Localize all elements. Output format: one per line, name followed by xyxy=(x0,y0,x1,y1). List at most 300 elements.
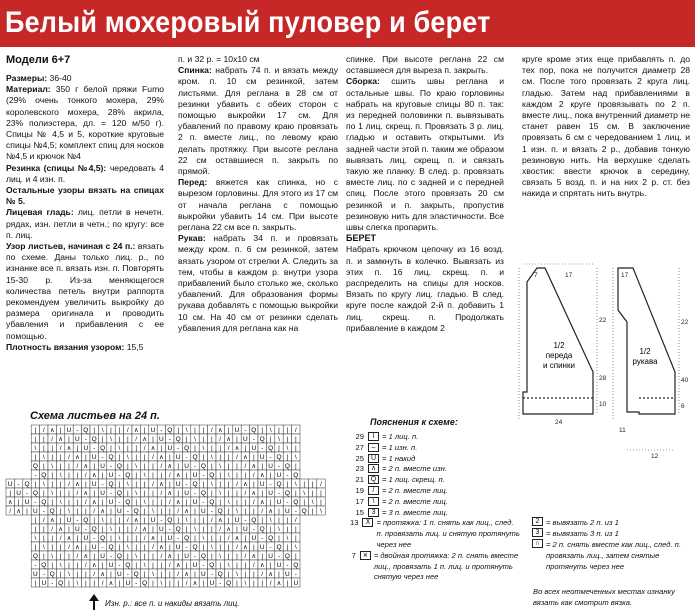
chart-glyph: | xyxy=(152,436,154,443)
chart-glyph: | xyxy=(236,580,238,587)
chart-glyph: | xyxy=(68,499,70,506)
chart-glyph: | xyxy=(51,472,54,479)
chart-glyph: - xyxy=(252,526,255,533)
chart-glyph: | xyxy=(219,499,222,506)
chart-glyph: ∧ xyxy=(91,499,97,506)
chart-glyph: / xyxy=(68,454,70,461)
chart-glyph: - xyxy=(101,544,104,551)
legend-text: = 2 п. снять вместе как лиц., след. п. провязать лиц., затем снятые протянуть через нее xyxy=(546,540,681,571)
chart-glyph: - xyxy=(118,562,121,569)
legend-extra-row xyxy=(532,528,692,539)
chart-glyph: U xyxy=(108,499,114,506)
chart-glyph: Q xyxy=(108,454,114,461)
chart-glyph: | xyxy=(160,508,163,515)
column-1 xyxy=(6,53,164,405)
chart-glyph: U xyxy=(108,472,114,479)
chart-glyph: U xyxy=(125,580,131,587)
chart-glyph: | xyxy=(160,562,163,569)
chart-glyph: Q xyxy=(268,445,274,452)
chart-glyph: \ xyxy=(185,427,188,434)
pattern-diagram xyxy=(515,262,687,462)
chart-glyph: Q xyxy=(133,508,139,515)
chart-glyph: / xyxy=(210,427,213,434)
legend-row xyxy=(350,497,520,508)
chart-glyph: | xyxy=(68,526,70,533)
beret-cont: круге кроме этих еще прибавлять п. до тех пор, пока не получится диаметр 28 см. После того провязать 2 круга лиц. гладью. Затем над прибавлениями в каждом 2 круге провязывать по 2 п. вместе лиц., пока внутренний диаметр не станет равен 15 см. В заключение провязать 6 см с чередованием 1 лиц. и 1 изн. п. и вязать 2 р., добавив тонкую резиновую нить. На верхушке сделать хвостик: ввести крючок в середину, связать 5 возд. п. и на них 2 р. ст. без накида и спрятать нить внутрь. xyxy=(522,54,690,199)
chart-glyph: Q xyxy=(200,490,206,497)
chart-glyph: - xyxy=(269,481,272,488)
legend-symbol: ∩ xyxy=(532,539,543,548)
chart-glyph: U xyxy=(91,481,97,488)
chart-glyph: | xyxy=(51,499,54,506)
chart-glyph: ∧ xyxy=(7,499,13,506)
chart-glyph: - xyxy=(17,481,20,488)
chart-glyph: | xyxy=(34,454,37,461)
chart-glyph: Q xyxy=(167,517,173,524)
chart-glyph: ∧ xyxy=(167,490,173,497)
chart-glyph: | xyxy=(51,535,54,542)
chart-glyph: \ xyxy=(135,490,138,497)
chart-glyph: - xyxy=(42,571,45,578)
chart-glyph: U xyxy=(276,499,282,506)
chart-glyph: \ xyxy=(294,481,297,488)
chart-glyph: ∧ xyxy=(75,481,80,488)
chart-glyph: \ xyxy=(34,535,37,542)
column-4 xyxy=(522,54,690,214)
chart-glyph: ∧ xyxy=(251,490,257,497)
chart-glyph: | xyxy=(76,571,79,578)
chart-glyph: | xyxy=(34,580,37,587)
chart-glyph: | xyxy=(76,499,79,506)
chart-glyph: Q xyxy=(100,535,106,542)
chart-glyph: ∧ xyxy=(91,472,97,479)
chart-glyph: Q xyxy=(284,490,290,497)
chart-glyph: / xyxy=(101,580,104,587)
chart-glyph: Q xyxy=(142,580,148,587)
chart-glyph: | xyxy=(252,580,255,587)
chart-glyph: | xyxy=(84,508,87,515)
chart-glyph: | xyxy=(160,535,163,542)
chart-glyph: | xyxy=(152,553,154,560)
chart-glyph: U xyxy=(100,553,105,560)
chart-glyph: \ xyxy=(278,436,280,443)
chart-glyph: \ xyxy=(236,571,238,578)
chart-glyph: - xyxy=(101,454,104,461)
chart-glyph: - xyxy=(168,526,171,533)
chart-glyph: | xyxy=(84,454,87,461)
chart-glyph: U xyxy=(268,463,273,470)
row-number: 13 xyxy=(350,518,359,528)
chart-glyph: Q xyxy=(217,571,223,578)
chart-glyph: \ xyxy=(194,526,196,533)
chart-glyph: Q xyxy=(268,535,274,542)
chart-glyph: ∧ xyxy=(184,508,189,515)
chart-glyph: - xyxy=(84,436,87,443)
chart-glyph: | xyxy=(219,481,222,488)
chart-glyph: \ xyxy=(286,445,289,452)
chart-glyph: ∧ xyxy=(251,463,257,470)
chart-glyph: \ xyxy=(294,454,297,461)
chart-glyph: / xyxy=(135,436,138,443)
chart-glyph: Q xyxy=(200,463,206,470)
chart-glyph: \ xyxy=(126,544,129,551)
chart-glyph: | xyxy=(278,571,280,578)
chart-glyph: U xyxy=(167,445,173,452)
front-label-2: переда xyxy=(545,351,573,360)
chart-glyph: | xyxy=(194,517,196,524)
column-2 xyxy=(178,54,338,406)
chart-glyph: / xyxy=(177,508,180,515)
legend-text: = 1 накид xyxy=(382,453,416,463)
chart-glyph: | xyxy=(152,499,154,506)
chart-glyph: | xyxy=(286,481,289,488)
chart-glyph: | xyxy=(286,454,289,461)
chart-glyph: | xyxy=(93,463,96,470)
chart-glyph: \ xyxy=(42,544,45,551)
chart-glyph: \ xyxy=(110,436,112,443)
chart-glyph: \ xyxy=(126,481,129,488)
chart-glyph: U xyxy=(243,436,248,443)
chart-glyph: | xyxy=(118,544,121,551)
back: Спинка: набрать 74 п. и вязать между кром. п. 10 см резинкой, затем листьями. Для реглана в 28 см от резинки убавить с обеих сторон с помощью выкройки 17 см. Для убавлений по правому краю провязать 2 п. вместе лиц., по левому краю делать протяжку. При высоте реглана 22 см оставшиеся п. закрыть по прямой. xyxy=(178,65,338,177)
chart-glyph: - xyxy=(34,562,37,569)
chart-glyph: | xyxy=(126,535,129,542)
chart-glyph: / xyxy=(84,472,87,479)
chart-glyph: | xyxy=(210,553,213,560)
chart-glyph: | xyxy=(202,517,205,524)
chart-glyph: - xyxy=(109,490,113,497)
chart-glyph: | xyxy=(294,436,297,443)
chart-glyph: / xyxy=(51,436,54,443)
chart-glyph: | xyxy=(219,445,222,452)
legend-text: = 2 п. вместе лиц. xyxy=(382,485,448,495)
chart-glyph: \ xyxy=(269,517,272,524)
chart-glyph: / xyxy=(126,427,129,434)
legend-symbol: \ xyxy=(368,497,379,506)
chart-glyph: | xyxy=(110,508,112,515)
legend-text: = протяжка: 1 п. снять как лиц., след. п. провязать лиц. и снятую протянуть через нее xyxy=(376,518,520,549)
stockinette: Лицевая гладь: лиц. петли в нечетн. рядах, изн. петли в четн.; по кругу: все п. лиц. xyxy=(6,207,164,240)
dim-17a: 17 xyxy=(565,272,573,279)
chart-glyph: U xyxy=(293,580,299,587)
chart-glyph: ∧ xyxy=(234,535,240,542)
legend-text: = вывязать 3 п. из 1 xyxy=(546,529,619,538)
chart-glyph: | xyxy=(219,472,222,479)
chart-glyph: | xyxy=(76,508,79,515)
chart-glyph: \ xyxy=(135,553,138,560)
chart-glyph: / xyxy=(68,544,70,551)
chart-glyph: \ xyxy=(59,472,62,479)
chart-glyph: / xyxy=(160,553,163,560)
chart-glyph: | xyxy=(286,580,289,587)
chart-glyph: U xyxy=(33,571,38,578)
dim-11: 11 xyxy=(619,427,626,434)
chart-glyph: | xyxy=(210,535,213,542)
chart-glyph: \ xyxy=(51,553,54,560)
chart-glyph: ∧ xyxy=(226,526,231,533)
chart-glyph: | xyxy=(152,472,154,479)
models-heading: Модели 6+7 xyxy=(6,54,71,66)
chart-glyph: | xyxy=(194,535,196,542)
chart-glyph: | xyxy=(93,553,96,560)
chart-glyph: Q xyxy=(133,571,139,578)
chart-glyph: | xyxy=(194,571,196,578)
chart-glyph: | xyxy=(311,508,314,515)
chart-glyph: - xyxy=(109,553,113,560)
chart-glyph: | xyxy=(42,445,45,452)
chart-glyph: - xyxy=(118,472,121,479)
chart-glyph: \ xyxy=(110,526,112,533)
chart-glyph: / xyxy=(185,580,188,587)
chart-glyph: / xyxy=(320,481,322,488)
chart-glyph: | xyxy=(219,454,222,461)
legend-extra-row xyxy=(532,539,692,572)
sizes: Размеры: 36-40 xyxy=(6,73,72,83)
dim-17b: 17 xyxy=(621,272,629,279)
chart-glyph: | xyxy=(177,517,180,524)
chart-glyph: / xyxy=(84,499,87,506)
chart-glyph: | xyxy=(177,553,180,560)
legend-row xyxy=(350,508,520,519)
front-label-3: и спинки xyxy=(543,361,575,370)
chart-glyph: U xyxy=(243,526,248,533)
chart-glyph: | xyxy=(227,490,230,497)
chart-glyph: U xyxy=(100,463,105,470)
chart-glyph: ∧ xyxy=(150,445,156,452)
chart-glyph: U xyxy=(66,427,72,434)
chart-glyph: | xyxy=(269,526,272,533)
chart-glyph: | xyxy=(135,481,138,488)
chart-glyph: | xyxy=(185,499,188,506)
chart-glyph: | xyxy=(311,481,314,488)
chart-glyph: Q xyxy=(58,580,64,587)
chart-glyph: | xyxy=(210,526,213,533)
chart-glyph: | xyxy=(110,517,112,524)
chart-glyph: / xyxy=(227,445,230,452)
chart-glyph: | xyxy=(143,490,146,497)
chart-glyph: \ xyxy=(286,535,289,542)
chart-glyph: Q xyxy=(184,535,190,542)
chart-glyph: - xyxy=(126,508,129,515)
chart-glyph: \ xyxy=(185,517,188,524)
chart-glyph: ∧ xyxy=(100,571,105,578)
chart-glyph: U xyxy=(234,427,240,434)
chart-glyph: / xyxy=(42,517,45,524)
chart-glyph: / xyxy=(84,562,87,569)
legend-symbol: ⊼ xyxy=(362,518,373,527)
chart-glyph: | xyxy=(68,463,70,470)
chart-glyph: | xyxy=(244,562,247,569)
chart-glyph: | xyxy=(51,454,54,461)
chart-glyph: Q xyxy=(41,472,47,479)
chart-glyph: ∧ xyxy=(276,580,282,587)
chart-glyph: | xyxy=(202,454,205,461)
legend-text: = 1 лиц. скрещ. п. xyxy=(382,475,445,485)
chart-glyph: \ xyxy=(68,508,70,515)
chart-glyph: U xyxy=(234,517,240,524)
page-title: Белый мохеровый пуловер и берет xyxy=(5,6,491,39)
dim-10a: 10 xyxy=(599,401,607,408)
chart-glyph: Q xyxy=(284,553,290,560)
chart-glyph: | xyxy=(168,454,171,461)
chart-glyph: \ xyxy=(227,472,230,479)
chart-glyph: | xyxy=(34,517,37,524)
chart-glyph: | xyxy=(143,517,146,524)
chart-glyph: Q xyxy=(200,553,206,560)
row-number: 23 xyxy=(355,464,364,474)
chart-glyph: / xyxy=(59,445,62,452)
sleeve-label-1: 1/2 xyxy=(639,347,651,356)
chart-glyph: | xyxy=(118,580,121,587)
chart-glyph: ∧ xyxy=(184,571,189,578)
chart-glyph: | xyxy=(59,571,62,578)
legend-symbol: – xyxy=(368,443,379,452)
chart-glyph: - xyxy=(193,553,197,560)
chart-glyph: - xyxy=(177,445,180,452)
chart-glyph: | xyxy=(278,508,280,515)
chart-glyph: \ xyxy=(303,490,306,497)
chart-glyph: U xyxy=(108,562,114,569)
chart-glyph: U xyxy=(117,571,122,578)
chart-glyph: \ xyxy=(227,562,230,569)
legend-text: = 2 п. вместе лиц. xyxy=(382,496,448,506)
chart-glyph: | xyxy=(126,436,129,443)
chart-glyph: | xyxy=(143,463,146,470)
chart-glyph: | xyxy=(76,472,79,479)
chart-glyph: ∧ xyxy=(133,427,139,434)
chart-glyph: \ xyxy=(210,481,213,488)
chart-glyph: Q xyxy=(32,463,38,470)
dim-28: 28 xyxy=(599,375,607,382)
chart-glyph: | xyxy=(135,562,138,569)
chart-glyph: ∧ xyxy=(217,427,223,434)
chart-glyph: U xyxy=(276,472,282,479)
chart-glyph: - xyxy=(185,454,188,461)
chart-glyph: \ xyxy=(118,535,121,542)
chart-glyph: U xyxy=(192,562,198,569)
rest-note: Остальные узоры вязать на спицах № 5. xyxy=(6,185,164,207)
chart-glyph: | xyxy=(84,571,87,578)
chart-glyph: U xyxy=(41,580,47,587)
chart-glyph: U xyxy=(184,463,189,470)
chart-glyph: Q xyxy=(91,526,97,533)
chart-glyph: Q xyxy=(116,490,122,497)
chart-glyph: | xyxy=(236,553,238,560)
chart-glyph: | xyxy=(227,454,230,461)
chart-glyph: | xyxy=(93,517,96,524)
chart-glyph: ∧ xyxy=(58,526,63,533)
chart-glyph: | xyxy=(160,571,163,578)
chart-glyph: | xyxy=(68,562,70,569)
chart-glyph: | xyxy=(202,436,205,443)
chart-glyph: | xyxy=(42,535,45,542)
chart-glyph: | xyxy=(244,508,247,515)
chart-glyph: ∧ xyxy=(159,544,164,551)
dim-12: 12 xyxy=(651,453,659,460)
chart-glyph: - xyxy=(42,508,45,515)
chart-glyph: Q xyxy=(49,571,55,578)
chart-glyph: | xyxy=(261,490,264,497)
chart-glyph: | xyxy=(185,472,188,479)
chart-glyph: Q xyxy=(41,499,47,506)
knitting-chart xyxy=(6,425,336,595)
chart-glyph: U xyxy=(175,544,181,551)
chart-glyph: U xyxy=(175,481,181,488)
chart-glyph: | xyxy=(42,436,45,443)
chart-glyph: | xyxy=(236,472,238,479)
chart-glyph: \ xyxy=(210,544,213,551)
chart-glyph: | xyxy=(252,454,255,461)
legend-text: = двойная протяжка: 2 п. снять вместе лиц., провязать 1 п. лиц. и протянуть снятую через нее xyxy=(373,550,519,582)
chart-glyph: - xyxy=(93,445,96,452)
chart-glyph: | xyxy=(143,544,146,551)
chart-glyph: | xyxy=(227,508,230,515)
sleeve-outline xyxy=(618,268,675,414)
chart-glyph: | xyxy=(51,544,54,551)
chart-glyph: | xyxy=(168,481,171,488)
chart-glyph: Q xyxy=(100,445,106,452)
chart-glyph: Q xyxy=(184,445,190,452)
chart-glyph: U xyxy=(184,490,189,497)
chart-glyph: Q xyxy=(251,427,257,434)
chart-glyph: | xyxy=(135,445,138,452)
chart-glyph: Q xyxy=(209,472,215,479)
chart-note: Изн. р.: все п. и накиды вязать лиц. xyxy=(105,599,240,608)
chart-glyph: - xyxy=(202,472,205,479)
chart-glyph: | xyxy=(252,571,255,578)
chart-glyph: U xyxy=(167,535,173,542)
chart-glyph: | xyxy=(261,580,264,587)
chart-glyph: \ xyxy=(118,445,121,452)
chart-glyph: | xyxy=(320,490,322,497)
chart-glyph: \ xyxy=(143,499,146,506)
chart-glyph: \ xyxy=(76,580,79,587)
chart-glyph: \ xyxy=(51,490,54,497)
chart-glyph: | xyxy=(227,463,230,470)
legend-footer: Во всех неотмеченных местах изнанку вязать как смотрит вязка. xyxy=(533,587,675,607)
chart-glyph: U xyxy=(7,481,13,488)
legend-symbol: U xyxy=(368,454,379,463)
chart-glyph: Q xyxy=(49,508,55,515)
chart-glyph: | xyxy=(118,454,121,461)
chart-glyph: Q xyxy=(251,517,257,524)
chart-glyph: | xyxy=(110,571,112,578)
chart-glyph: | xyxy=(168,508,171,515)
chart-glyph: - xyxy=(294,571,297,578)
row-number: 17 xyxy=(355,496,364,506)
chart-glyph: \ xyxy=(152,508,154,515)
chart-glyph: U xyxy=(285,571,290,578)
chart-glyph: | xyxy=(320,499,322,506)
chart-glyph: \ xyxy=(160,580,163,587)
chart-glyph: | xyxy=(227,481,230,488)
chart-glyph: ∧ xyxy=(66,535,72,542)
chart-glyph: ∧ xyxy=(150,535,156,542)
legend-symbol: 2 xyxy=(532,517,543,526)
legend-text: = 2 п. вместе изн. xyxy=(382,464,447,474)
chart-glyph: | xyxy=(51,481,54,488)
chart-glyph: \ xyxy=(320,508,322,515)
chart-glyph: \ xyxy=(278,526,280,533)
chart-glyph: | xyxy=(185,526,188,533)
chart-glyph: / xyxy=(261,571,264,578)
chart-glyph: / xyxy=(143,445,146,452)
chart-glyph: - xyxy=(51,580,54,587)
chart-glyph: / xyxy=(51,526,54,533)
chart-glyph: | xyxy=(143,508,146,515)
row-number: 7 xyxy=(351,550,356,560)
chart-glyph: ∧ xyxy=(268,508,273,515)
